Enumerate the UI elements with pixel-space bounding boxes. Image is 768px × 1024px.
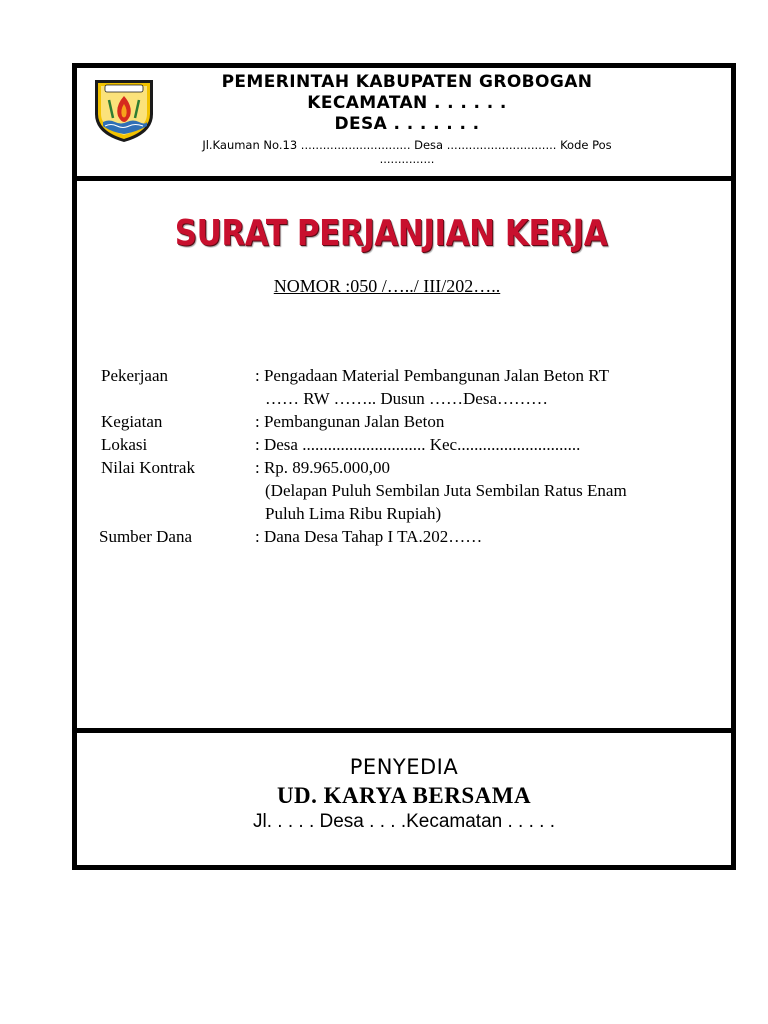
document-number-text: NOMOR :050 /…../ III/202….. xyxy=(273,276,501,296)
detail-value xyxy=(255,364,711,410)
detail-label: Pekerjaan xyxy=(101,366,169,385)
provider-address: Jl. . . . . Desa . . . .Kecamatan . . . . . xyxy=(253,811,555,832)
letterhead-text xyxy=(177,72,637,166)
detail-row-sumber-dana xyxy=(101,525,711,548)
detail-value: : Pembangunan Jalan Beton xyxy=(255,412,445,431)
detail-value-line: : Rp. 89.965.000,00 xyxy=(255,458,391,477)
detail-label: Nilai Kontrak xyxy=(101,458,195,477)
document-title: SURAT PERJANJIAN KERJA xyxy=(174,213,608,254)
detail-label: Kegiatan xyxy=(101,412,163,431)
village-name: DESA . . . . . . . xyxy=(334,114,480,134)
detail-label: Lokasi xyxy=(101,435,148,454)
provider-block xyxy=(77,728,731,870)
detail-row-lokasi xyxy=(101,433,711,456)
document-frame xyxy=(72,63,736,870)
document-number xyxy=(77,276,697,297)
detail-value-continuation: (Delapan Puluh Sembilan Juta Sembilan Ratus Enam xyxy=(265,481,627,500)
detail-value-continuation: Puluh Lima Ribu Rupiah) xyxy=(265,504,442,523)
contract-details xyxy=(101,364,711,548)
detail-value: : Desa ............................. Kec............................. xyxy=(255,435,581,454)
detail-value xyxy=(255,456,711,525)
office-address: Jl.Kauman No.13 .............................. Desa .............................. Kode Pos ............... xyxy=(202,138,612,166)
detail-row-nilai-kontrak xyxy=(101,456,711,525)
grobogan-regency-emblem-icon xyxy=(91,74,157,144)
provider-company-name: UD. KARYA BERSAMA xyxy=(276,783,532,808)
detail-value: : Dana Desa Tahap I TA.202…… xyxy=(255,527,483,546)
district-name: KECAMATAN . . . . . . xyxy=(307,93,507,113)
detail-value-line: : Pengadaan Material Pembangunan Jalan Beton RT xyxy=(255,366,609,385)
government-name: PEMERINTAH KABUPATEN GROBOGAN xyxy=(221,72,593,92)
detail-row-pekerjaan xyxy=(101,364,711,410)
detail-row-kegiatan xyxy=(101,410,711,433)
detail-label: Sumber Dana xyxy=(99,527,193,546)
provider-role: PENYEDIA xyxy=(349,755,459,779)
detail-value-continuation: …… RW …….. Dusun ……Desa……… xyxy=(265,389,549,408)
letterhead xyxy=(77,68,731,181)
